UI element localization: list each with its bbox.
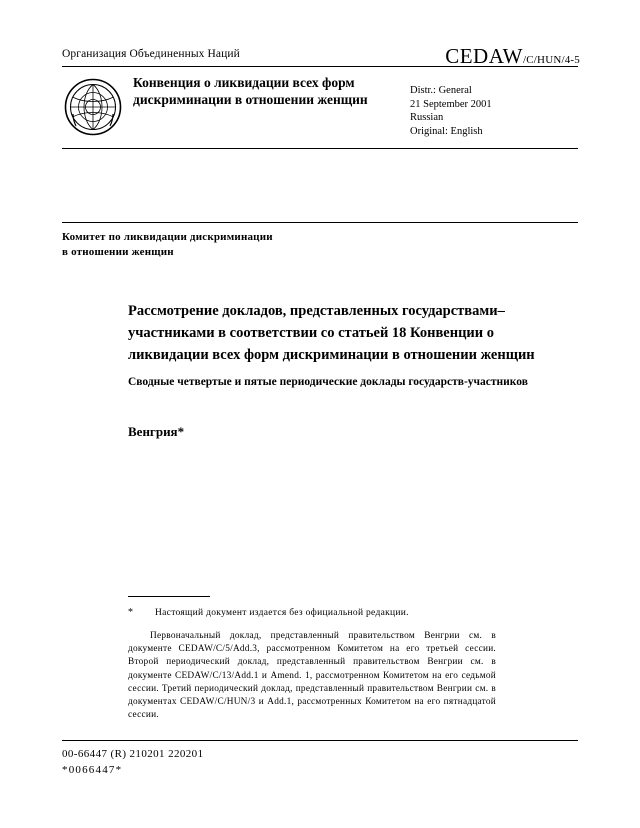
- document-symbol-main: CEDAW: [445, 44, 523, 68]
- page-subtitle: Сводные четвертые и пятые периодические доклады государств-участников: [128, 376, 528, 388]
- header-rule-bottom: [62, 148, 578, 149]
- footnote-first-line: Настоящий документ издается без официальной редакции.: [155, 608, 409, 618]
- footnote-separator: [128, 596, 210, 597]
- footnote-marker: *: [128, 607, 133, 618]
- footer-rule: [62, 740, 578, 741]
- un-emblem-icon: [64, 78, 122, 136]
- convention-title: Конвенция о ликвидации всех форм дискриминации в отношении женщин: [133, 75, 368, 107]
- distribution-language: Russian: [410, 112, 444, 123]
- barcode-text: *0066447*: [62, 764, 123, 776]
- page-title: Рассмотрение докладов, представленных государствами–участниками в соответствии со статьей 18 Конвенции о ликвидации всех форм дискриминации в отношении женщин: [128, 303, 535, 363]
- header-rule-top: [62, 66, 578, 67]
- distribution-original: Original: English: [410, 125, 483, 137]
- committee-rule: [62, 222, 578, 223]
- distribution-date: 21 September 2001: [410, 98, 492, 110]
- distribution-line: Distr.: General: [410, 85, 472, 96]
- committee-name-line1: Комитет по ликвидации дискриминации: [62, 231, 273, 243]
- job-number: 00-66447 (R) 210201 220201: [62, 748, 204, 760]
- committee-name-line2: в отношении женщин: [62, 246, 174, 258]
- distribution-block: [410, 84, 492, 138]
- country-name: Венгрия*: [128, 424, 185, 439]
- footnote-body: Первоначальный доклад, представленный правительством Венгрии см. в документе CEDAW/C/5/Add.3, рассмотренном Комитетом на его третьей сессии. Второй периодический доклад, представленный правительством Венгрии см. в документе CEDAW/C/13/Add.1 и Amend. 1, рассмотренном Комитетом на его седьмой сессии. Третий периодический доклад, представленный правительством Венгрии см. в документах CEDAW/C/HUN/3 и Add.1, рассмотренных Комитетом на его пятнадцатой сессии.: [128, 631, 496, 721]
- organization-name: Организация Объединенных Наций: [62, 48, 240, 60]
- document-symbol-suffix: /C/HUN/4-5: [523, 54, 580, 66]
- committee-name: [62, 230, 273, 260]
